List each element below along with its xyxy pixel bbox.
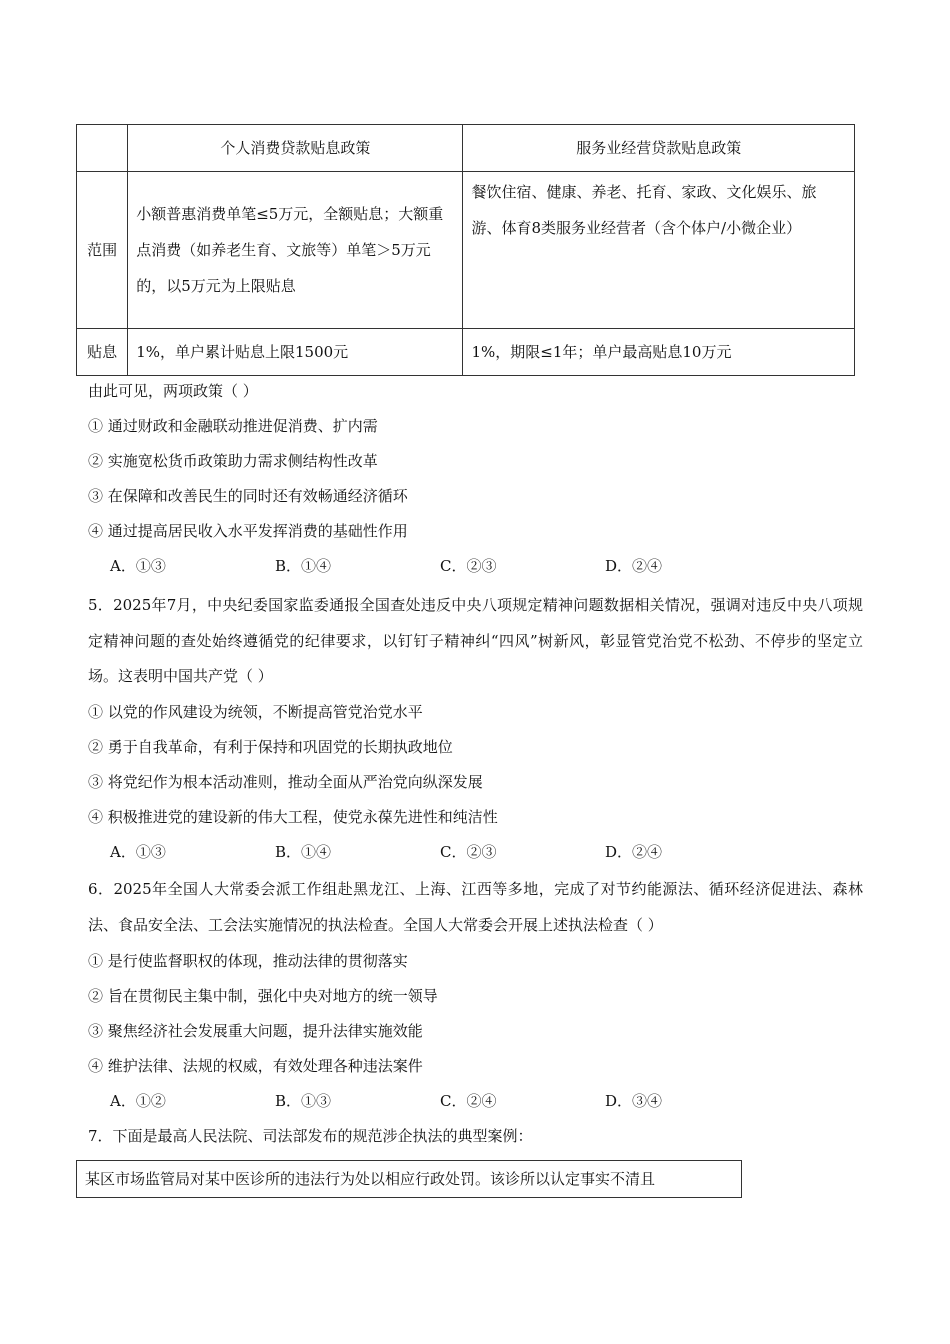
q6-item-4: ④ 维护法律、法规的权威，有效处理各种违法案件 (88, 1057, 423, 1075)
option-a[interactable]: A．①② (110, 1092, 166, 1110)
option-c[interactable]: C．②④ (440, 1092, 497, 1110)
q6-item-2: ② 旨在贯彻民主集中制，强化中央对地方的统一领导 (88, 987, 438, 1005)
q6-item-3: ③ 聚焦经济社会发展重大问题，提升法律实施效能 (88, 1022, 423, 1040)
table-header-service: 服务业经营贷款贴息政策 (463, 125, 855, 172)
table-header-empty (77, 125, 128, 172)
table-row (77, 172, 855, 329)
q5-item-1: ① 以党的作风建设为统领，不断提高管党治党水平 (88, 703, 423, 721)
policy-comparison-table (76, 124, 855, 376)
table-cell: 餐饮住宿、健康、养老、托育、家政、文化娱乐、旅游、体育8类服务业经营者（含个体户/小微企业） (463, 172, 855, 329)
case-box: 某区市场监管局对某中医诊所的违法行为处以相应行政处罚。该诊所以认定事实不清且 (76, 1160, 742, 1198)
option-b[interactable]: B．①④ (275, 557, 332, 575)
q6-options (110, 1090, 770, 1111)
option-b[interactable]: B．①④ (275, 843, 332, 861)
table-header-row (77, 125, 855, 172)
option-b[interactable]: B．①③ (275, 1092, 332, 1110)
row-label: 范围 (77, 172, 128, 329)
q4-item-1: ① 通过财政和金融联动推进促消费、扩内需 (88, 417, 378, 435)
table-header-personal: 个人消费贷款贴息政策 (128, 125, 463, 172)
option-d[interactable]: D．②④ (605, 557, 663, 575)
option-a[interactable]: A．①③ (110, 843, 166, 861)
row-label: 贴息 (77, 329, 128, 376)
q4-item-3: ③ 在保障和改善民生的同时还有效畅通经济循环 (88, 487, 408, 505)
q5-item-4: ④ 积极推进党的建设新的伟大工程，使党永葆先进性和纯洁性 (88, 808, 498, 826)
table-cell: 小额普惠消费单笔≤5万元，全额贴息；大额重点消费（如养老生育、文旅等）单笔＞5万元的，以5万元为上限贴息 (128, 172, 463, 329)
q5-item-3: ③ 将党纪作为根本活动准则，推动全面从严治党向纵深发展 (88, 773, 483, 791)
table-cell: 1%，单户累计贴息上限1500元 (128, 329, 463, 376)
q5-item-2: ② 勇于自我革命，有利于保持和巩固党的长期执政地位 (88, 738, 453, 756)
q4-item-4: ④ 通过提高居民收入水平发挥消费的基础性作用 (88, 522, 408, 540)
q4-options (110, 555, 770, 576)
option-c[interactable]: C．②③ (440, 843, 497, 861)
option-d[interactable]: D．③④ (605, 1092, 663, 1110)
q4-item-2: ② 实施宽松货币政策助力需求侧结构性改革 (88, 452, 378, 470)
q7-stem: 7．下面是最高人民法院、司法部发布的规范涉企执法的典型案例： (88, 1127, 533, 1145)
q6-stem: 6．2025年全国人大常委会派工作组赴黑龙江、上海、江西等多地，完成了对节约能源法、循环经济促进法、森林法、食品安全法、工会法实施情况的执法检查。全国人大常委会开展上述执法检查（ ） (88, 880, 863, 934)
q6-item-1: ① 是行使监督职权的体现，推动法律的贯彻落实 (88, 952, 408, 970)
option-a[interactable]: A．①③ (110, 557, 166, 575)
option-d[interactable]: D．②④ (605, 843, 663, 861)
table-row (77, 329, 855, 376)
q5-stem: 5．2025年7月，中央纪委国家监委通报全国查处违反中央八项规定精神问题数据相关情况，强调对违反中央八项规定精神问题的查处始终遵循党的纪律要求，以钉钉子精神纠“四风”树新风，彰显管党治党不松劲、不停步的坚定立场。这表明中国共产党（ ） (88, 596, 863, 685)
option-c[interactable]: C．②③ (440, 557, 497, 575)
q4-stem: 由此可见，两项政策（ ） (88, 382, 258, 400)
q5-options (110, 841, 770, 862)
table-cell: 1%，期限≤1年；单户最高贴息10万元 (463, 329, 855, 376)
